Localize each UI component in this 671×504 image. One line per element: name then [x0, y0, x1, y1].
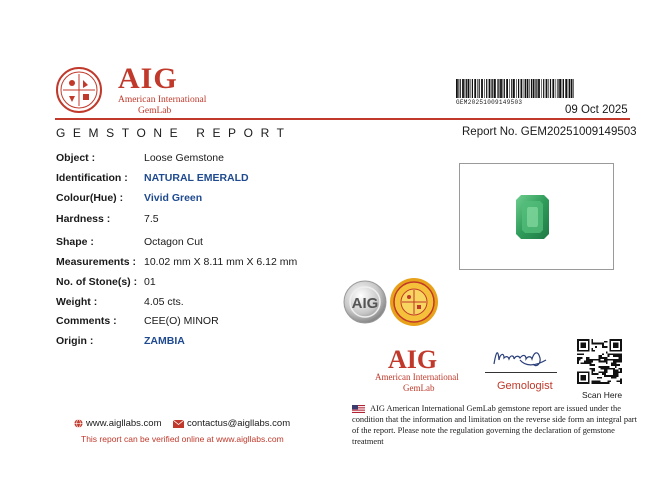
report-number: Report No. GEM20251009149503: [462, 126, 637, 138]
value-shape: Octagon Cut: [144, 236, 203, 248]
gemologist-label: Gemologist: [497, 380, 553, 392]
aig-logo-seal-icon: [55, 66, 103, 114]
label-measurements: Measurements :: [56, 256, 136, 268]
label-stones: No. of Stone(s) :: [56, 276, 138, 288]
envelope-icon: [173, 420, 184, 428]
label-origin: Origin :: [56, 335, 94, 347]
value-object: Loose Gemstone: [144, 152, 224, 164]
brand-name: AIG: [118, 62, 178, 95]
label-identification: Identification :: [56, 172, 128, 184]
label-weight: Weight :: [56, 296, 98, 308]
label-comments: Comments :: [56, 315, 117, 327]
report-title: GEMSTONE REPORT: [56, 126, 292, 140]
brand-subtitle-1: American International: [118, 95, 207, 105]
disclaimer-text: AIG American International GemLab gemstone report are issued under the condition that the information and limitation on the reverse side form an integral part of the report. Please note the regulation governing the declaration of gemstone treatment: [352, 404, 637, 446]
signature-line: [485, 372, 557, 373]
brand-subtitle-2-footer: GemLab: [403, 383, 435, 393]
verify-online-text: This report can be verified online at www.aigllabs.com: [81, 434, 284, 444]
value-stones: 01: [144, 276, 156, 288]
value-measurements: 10.02 mm X 8.11 mm X 6.12 mm: [144, 256, 298, 268]
globe-icon: [74, 419, 83, 428]
qr-caption: Scan Here: [582, 390, 623, 400]
value-identification: NATURAL EMERALD: [144, 172, 249, 184]
value-hardness: 7.5: [144, 213, 159, 225]
brand-subtitle-1-footer: American International: [375, 372, 459, 382]
hologram-seal: [343, 280, 387, 324]
report-date: 09 Oct 2025: [565, 104, 628, 116]
label-hardness: Hardness :: [56, 213, 111, 225]
label-shape: Shape :: [56, 236, 94, 248]
gold-seal-icon: [389, 277, 439, 327]
header-divider: [55, 118, 630, 120]
label-object: Object :: [56, 152, 96, 164]
barcode: [456, 79, 574, 98]
qr-code[interactable]: [577, 339, 622, 384]
value-comments: CEE(O) MINOR: [144, 315, 219, 327]
value-weight: 4.05 cts.: [144, 296, 184, 308]
brand-name-footer: AIG: [388, 345, 438, 374]
footer-email-link[interactable]: contactus@aigllabs.com: [187, 418, 291, 429]
value-origin: ZAMBIA: [144, 335, 185, 347]
value-colour: Vivid Green: [144, 192, 203, 204]
barcode-text: GEM20251009149503: [456, 99, 523, 106]
gemologist-signature: [490, 342, 550, 372]
label-colour: Colour(Hue) :: [56, 192, 124, 204]
footer-website-link[interactable]: www.aigllabs.com: [86, 418, 162, 429]
brand-subtitle-2: GemLab: [138, 106, 172, 116]
emerald-gem-image: [516, 195, 549, 239]
svg-text:AIG: AIG: [351, 295, 379, 312]
